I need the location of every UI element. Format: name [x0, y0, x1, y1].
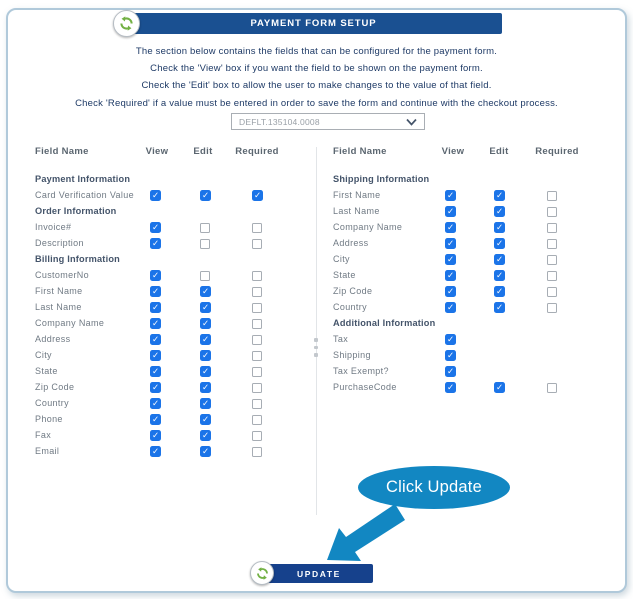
- field-label: Last Name: [333, 206, 380, 216]
- required-checkbox[interactable]: [252, 367, 262, 377]
- field-row: [333, 252, 618, 268]
- refresh-icon: [250, 561, 274, 585]
- field-label: Email: [35, 446, 60, 456]
- field-label: First Name: [333, 190, 381, 200]
- edit-checkbox[interactable]: [200, 223, 210, 233]
- edit-checkbox[interactable]: ✓: [201, 350, 210, 360]
- required-checkbox[interactable]: [252, 335, 262, 345]
- field-row: [333, 364, 618, 380]
- view-checkbox[interactable]: ✓: [151, 398, 160, 408]
- required-checkbox[interactable]: [252, 303, 262, 313]
- field-label: CustomerNo: [35, 270, 90, 280]
- field-label: Tax Exempt?: [333, 366, 389, 376]
- required-checkbox[interactable]: [547, 271, 557, 281]
- required-checkbox[interactable]: [252, 431, 262, 441]
- edit-checkbox[interactable]: ✓: [201, 318, 210, 328]
- update-button[interactable]: [265, 564, 373, 583]
- view-checkbox[interactable]: ✓: [446, 302, 455, 312]
- field-label: PurchaseCode: [333, 382, 397, 392]
- required-checkbox[interactable]: [252, 383, 262, 393]
- callout-label: Click Update: [386, 478, 482, 496]
- instruction-line: The section below contains the fields that can be configured for the payment form.: [135, 46, 498, 57]
- required-checkbox[interactable]: [252, 415, 262, 425]
- view-checkbox[interactable]: ✓: [446, 190, 455, 200]
- edit-checkbox[interactable]: ✓: [201, 398, 210, 408]
- edit-checkbox[interactable]: ✓: [495, 382, 504, 392]
- edit-checkbox[interactable]: ✓: [201, 302, 210, 312]
- field-row: [35, 236, 320, 252]
- field-row: [35, 396, 320, 412]
- view-checkbox[interactable]: ✓: [446, 286, 455, 296]
- view-checkbox[interactable]: ✓: [446, 238, 455, 248]
- field-label: City: [35, 350, 52, 360]
- field-label: Address: [333, 238, 369, 248]
- field-label: Invoice#: [35, 222, 72, 232]
- field-label: City: [333, 254, 350, 264]
- field-row: [333, 204, 618, 220]
- view-checkbox[interactable]: ✓: [151, 318, 160, 328]
- section-label: Additional Information: [333, 318, 436, 328]
- field-row: [35, 268, 320, 284]
- edit-checkbox[interactable]: ✓: [495, 286, 504, 296]
- section-row: [35, 204, 320, 220]
- column-header-edit: Edit: [193, 146, 213, 157]
- required-checkbox[interactable]: [252, 319, 262, 329]
- required-checkbox[interactable]: [547, 207, 557, 217]
- view-checkbox[interactable]: ✓: [446, 206, 455, 216]
- view-checkbox[interactable]: ✓: [446, 382, 455, 392]
- view-checkbox[interactable]: ✓: [446, 334, 455, 344]
- instruction-line: Check the 'View' box if you want the field to be shown on the payment form.: [150, 63, 483, 75]
- required-checkbox[interactable]: [252, 239, 262, 249]
- section-label: Shipping Information: [333, 174, 430, 184]
- instruction-line: Check 'Required' if a value must be entered in order to save the form and continue with the checkout process.: [75, 97, 558, 109]
- field-label: Tax: [333, 334, 349, 344]
- field-label: Company Name: [333, 222, 403, 232]
- field-row: [333, 284, 618, 300]
- column-divider: [316, 147, 317, 515]
- view-checkbox[interactable]: ✓: [151, 286, 160, 296]
- edit-checkbox[interactable]: ✓: [201, 414, 210, 424]
- edit-checkbox[interactable]: ✓: [201, 430, 210, 440]
- required-checkbox[interactable]: [252, 271, 262, 281]
- section-row: [35, 252, 320, 268]
- view-checkbox[interactable]: ✓: [151, 366, 160, 376]
- field-label: Last Name: [35, 302, 82, 312]
- field-label: State: [35, 366, 58, 376]
- edit-checkbox[interactable]: ✓: [201, 190, 210, 200]
- edit-checkbox[interactable]: ✓: [201, 366, 210, 376]
- column-header-required: Required: [235, 146, 279, 157]
- section-label: Billing Information: [35, 254, 120, 264]
- field-row: [333, 236, 618, 252]
- click-update-callout: [358, 466, 510, 509]
- required-checkbox[interactable]: [252, 223, 262, 233]
- field-label: Country: [35, 398, 69, 408]
- field-row: [35, 348, 320, 364]
- field-row: [333, 332, 618, 348]
- edit-checkbox[interactable]: ✓: [495, 270, 504, 280]
- required-checkbox[interactable]: [547, 191, 557, 201]
- view-checkbox[interactable]: ✓: [151, 270, 160, 280]
- field-label: Country: [333, 302, 367, 312]
- section-label: Order Information: [35, 206, 117, 216]
- section-row: [333, 316, 618, 332]
- edit-checkbox[interactable]: ✓: [495, 190, 504, 200]
- panel-header-bar: [125, 13, 502, 34]
- section-row: [333, 172, 618, 188]
- view-checkbox[interactable]: ✓: [446, 270, 455, 280]
- field-row: [333, 300, 618, 316]
- view-checkbox[interactable]: ✓: [151, 430, 160, 440]
- required-checkbox[interactable]: [547, 287, 557, 297]
- field-label: Description: [35, 238, 84, 248]
- field-row: [333, 380, 618, 396]
- view-checkbox[interactable]: ✓: [151, 414, 160, 424]
- field-row: [333, 220, 618, 236]
- field-label: State: [333, 270, 356, 280]
- edit-checkbox[interactable]: [200, 239, 210, 249]
- field-row: [35, 444, 320, 460]
- view-checkbox[interactable]: ✓: [446, 254, 455, 264]
- update-button-label: UPDATE: [297, 568, 341, 579]
- field-row: [35, 332, 320, 348]
- section-label: Payment Information: [35, 174, 131, 184]
- field-row: [35, 300, 320, 316]
- required-checkbox[interactable]: [547, 303, 557, 313]
- profile-select-value: DEFLT.135104.0008: [239, 116, 320, 127]
- profile-select[interactable]: [231, 113, 425, 130]
- view-checkbox[interactable]: ✓: [151, 190, 160, 200]
- view-checkbox[interactable]: ✓: [151, 302, 160, 312]
- field-row: [333, 268, 618, 284]
- required-checkbox[interactable]: [547, 383, 557, 393]
- field-label: Zip Code: [35, 382, 75, 392]
- field-row: [333, 348, 618, 364]
- edit-checkbox[interactable]: ✓: [201, 334, 210, 344]
- field-row: [35, 380, 320, 396]
- field-label: First Name: [35, 286, 83, 296]
- edit-checkbox[interactable]: ✓: [495, 302, 504, 312]
- required-checkbox[interactable]: [252, 399, 262, 409]
- app-logo-icon: [113, 10, 140, 37]
- field-label: Phone: [35, 414, 63, 424]
- left-fields-table: [35, 172, 320, 460]
- field-label: Address: [35, 334, 71, 344]
- field-label: Shipping: [333, 350, 371, 360]
- field-label: Card Verification Value: [35, 190, 134, 200]
- field-row: [35, 316, 320, 332]
- field-label: Fax: [35, 430, 52, 440]
- required-checkbox[interactable]: [252, 287, 262, 297]
- field-label: Company Name: [35, 318, 105, 328]
- column-header-required: Required: [535, 146, 579, 157]
- view-checkbox[interactable]: ✓: [151, 238, 160, 248]
- edit-checkbox[interactable]: ✓: [495, 254, 504, 264]
- section-row: [35, 172, 320, 188]
- column-header-view: View: [441, 146, 465, 157]
- view-checkbox[interactable]: ✓: [446, 222, 455, 232]
- required-checkbox[interactable]: [252, 447, 262, 457]
- instructions-block: [0, 43, 633, 112]
- field-row: [35, 412, 320, 428]
- field-row: [35, 428, 320, 444]
- required-checkbox[interactable]: [547, 255, 557, 265]
- column-header-edit: Edit: [489, 146, 509, 157]
- edit-checkbox[interactable]: ✓: [201, 286, 210, 296]
- field-row: [35, 284, 320, 300]
- field-label: Zip Code: [333, 286, 373, 296]
- field-row: [35, 188, 320, 204]
- field-row: [35, 364, 320, 380]
- view-checkbox[interactable]: ✓: [151, 446, 160, 456]
- view-checkbox[interactable]: ✓: [446, 366, 455, 376]
- view-checkbox[interactable]: ✓: [446, 350, 455, 360]
- edit-checkbox[interactable]: ✓: [495, 222, 504, 232]
- right-fields-table: [333, 172, 618, 396]
- required-checkbox[interactable]: [252, 351, 262, 361]
- required-checkbox[interactable]: ✓: [253, 190, 262, 200]
- field-row: [35, 220, 320, 236]
- column-header-field-name: Field Name: [333, 146, 387, 157]
- field-row: [333, 188, 618, 204]
- drag-handle-icon[interactable]: [312, 338, 320, 361]
- page-title: PAYMENT FORM SETUP: [250, 18, 377, 29]
- required-checkbox[interactable]: [547, 223, 557, 233]
- column-header-field-name: Field Name: [35, 146, 89, 157]
- column-header-view: View: [145, 146, 169, 157]
- edit-checkbox[interactable]: ✓: [201, 382, 210, 392]
- instruction-line: Check the 'Edit' box to allow the user to make changes to the value of that field.: [141, 80, 492, 92]
- chevron-down-icon: [406, 118, 417, 126]
- edit-checkbox[interactable]: ✓: [495, 238, 504, 248]
- edit-checkbox[interactable]: ✓: [495, 206, 504, 216]
- view-checkbox[interactable]: ✓: [151, 222, 160, 232]
- edit-checkbox[interactable]: ✓: [201, 446, 210, 456]
- view-checkbox[interactable]: ✓: [151, 382, 160, 392]
- edit-checkbox[interactable]: [200, 271, 210, 281]
- view-checkbox[interactable]: ✓: [151, 334, 160, 344]
- view-checkbox[interactable]: ✓: [151, 350, 160, 360]
- required-checkbox[interactable]: [547, 239, 557, 249]
